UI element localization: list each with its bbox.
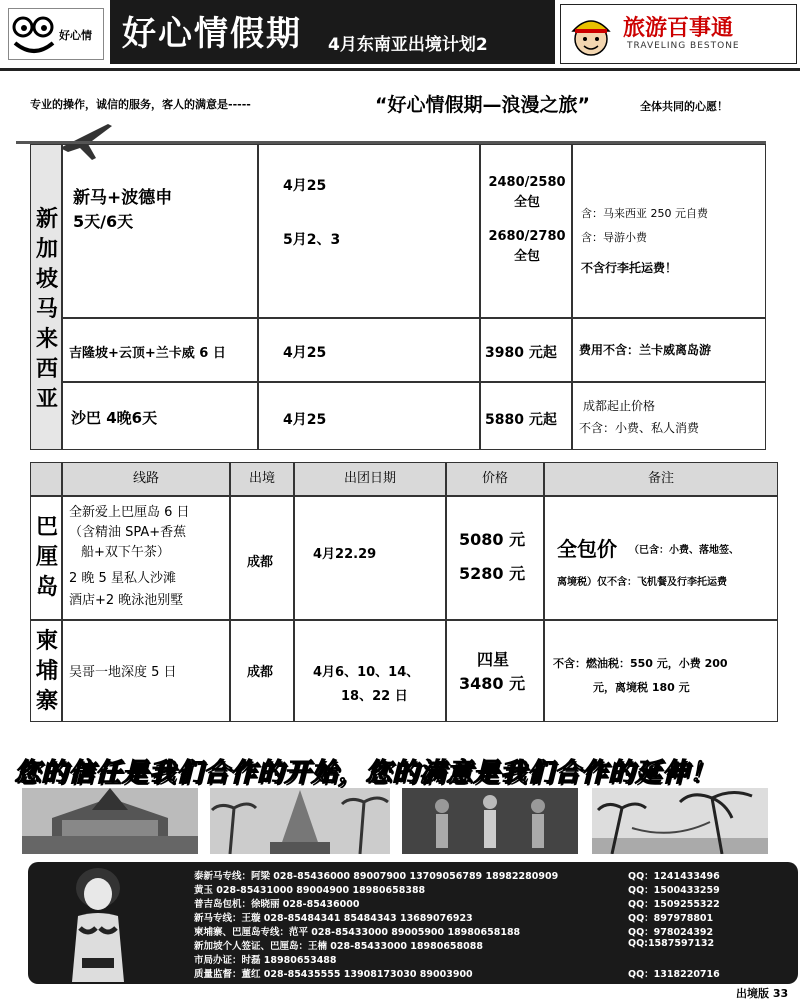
- sm-row3-price: 5880 元起: [485, 412, 557, 428]
- bali-price1: 5080 元: [459, 530, 526, 549]
- col-header-departure: 出境: [230, 462, 294, 496]
- cambodia-price-cell: [446, 620, 544, 722]
- sm-row1-route: 新马+波德申: [73, 188, 173, 208]
- bali-price2: 5280 元: [459, 564, 526, 583]
- pagoda-photo: [210, 788, 390, 854]
- sm-row1-date2: 5月2、3: [283, 232, 341, 248]
- page-subtitle: 4月东南亚出境计划2: [328, 35, 488, 55]
- slogan-quote: “好心情假期—浪漫之旅”: [375, 94, 590, 116]
- cambodia-note1: 不含：燃油税：550 元，小费 200: [553, 657, 728, 670]
- bali-route2: （含精油 SPA+香蕉: [69, 525, 187, 540]
- col-header-route: 线路: [62, 462, 230, 496]
- cambodia-price2: 3480 元: [459, 674, 526, 693]
- sm-row2-route-cell: [62, 318, 258, 382]
- sm-row1-price2-note: 全包: [513, 249, 540, 264]
- col-header-price: 价格: [446, 462, 544, 496]
- contact-line-2: 黄玉 028-85431000 89004900 18980658388: [194, 885, 426, 896]
- contact-line-7: 市局办证：时磊 18980653488: [194, 955, 337, 966]
- cambodia-note-cell: [544, 620, 778, 722]
- cambodia-departure-cell: [230, 620, 294, 722]
- contact-qq-5: QQ：978024392: [628, 927, 714, 938]
- sm-row1-route2: 5天/6天: [73, 212, 134, 231]
- sm-row3-price-cell: [480, 382, 572, 450]
- contact-line-4: 新马专线：王璇 028-85484341 85484343 13689076923: [194, 913, 473, 924]
- bali-departure: 成都: [247, 555, 274, 570]
- sm-row1-note3: 不含行李托运费！: [581, 261, 678, 275]
- bali-route3: 船+双下午茶）: [81, 545, 170, 560]
- cambodia-note2: 元，离境税 180 元: [593, 681, 690, 694]
- dancers-photo: [402, 788, 578, 854]
- bali-route-cell: [62, 496, 230, 620]
- sm-row2-date: 4月25: [283, 345, 327, 361]
- cambodia-date2: 18、22 日: [341, 689, 408, 704]
- header: [0, 0, 800, 71]
- bali-departure-cell: [230, 496, 294, 620]
- contact-qq-3: QQ：1509255322: [628, 899, 720, 910]
- contact-line-6: 新加坡个人签证、巴厘岛：王楠 028-85433000 18980658088: [194, 941, 483, 952]
- sm-row2-note: 费用不含：兰卡威离岛游: [579, 343, 712, 357]
- logo-text: 好心情: [59, 29, 92, 42]
- sm-row1-note1: 含：马来西亚 250 元自费: [581, 207, 708, 220]
- promo-banner: 您的信任是我们合作的开始，您的满意是我们合作的延伸！: [14, 758, 717, 788]
- bali-price-cell: [446, 496, 544, 620]
- col-header-notes: 备注: [544, 462, 778, 496]
- brand-name-cn: 旅游百事通: [623, 16, 734, 41]
- bali-route1: 全新爱上巴厘岛 6 日: [69, 505, 190, 520]
- cambodia-date-cell: [294, 620, 446, 722]
- cambodia-departure: 成都: [247, 665, 274, 680]
- contact-qq-8: QQ：1318220716: [628, 969, 720, 980]
- contact-qq-4: QQ：897978801: [628, 913, 714, 924]
- sm-row3-date: 4月25: [283, 412, 327, 428]
- sm-side-label-cell: [30, 144, 62, 450]
- cambodia-label: 柬埔寨: [35, 629, 58, 714]
- temple-photo: [22, 788, 198, 854]
- bali-date: 4月22.29: [313, 547, 377, 562]
- sm-row3-route: 沙巴 4晚6天: [71, 409, 158, 427]
- mascot-icon: [565, 9, 617, 59]
- sm-row2-price-cell: [480, 318, 572, 382]
- sm-row1-note2: 含：导游小费: [581, 231, 647, 244]
- col-header-date: 出团日期: [294, 462, 446, 496]
- bestone-logo: [560, 4, 797, 64]
- cambodia-route: 吴哥一地深度 5 日: [69, 665, 177, 680]
- sm-row3-date-cell: [258, 382, 480, 450]
- bali-note-b: 离境税）仅不含：飞机餐及行李托运费: [557, 577, 727, 588]
- sm-row3-note2: 不含：小费、私人消费: [579, 421, 700, 435]
- contact-line-1: 泰新马专线：阿梁 028-85436000 89007900 13709056789 18982280909: [194, 871, 559, 882]
- sm-row2-date-cell: [258, 318, 480, 382]
- cambodia-date1: 4月6、10、14、: [313, 665, 420, 680]
- sm-row2-note-cell: [572, 318, 766, 382]
- contact-line-3: 普吉岛包机：徐晓丽 028-85436000: [194, 899, 360, 910]
- page-number: 出境版 33: [736, 987, 789, 1000]
- sm-row3-note1: 成都起止价格: [583, 399, 656, 413]
- contact-qq-6: QQ:1587597132: [628, 938, 715, 949]
- page-title: 好心情假期: [122, 14, 302, 54]
- sm-row1-price1: 2480/2580: [488, 175, 566, 190]
- sm-row1-price1-note: 全包: [513, 195, 540, 210]
- bali-note-a: （已含：小费、落地签、: [629, 545, 739, 556]
- cambodia-label-cell: [30, 620, 62, 722]
- contact-line-5: 柬埔寨、巴厘岛专线：范平 028-85433000 89005900 18980658188: [194, 927, 521, 938]
- contact-footer: [28, 862, 798, 984]
- beach-photo: [592, 788, 768, 854]
- sm-row3-route-cell: [62, 382, 258, 450]
- bali-label: 巴厘岛: [35, 515, 58, 600]
- bali-date-cell: [294, 496, 446, 620]
- sm-row1-price-cell: [480, 144, 572, 318]
- contact-qq-2: QQ：1500433259: [628, 885, 720, 896]
- sm-row2-route: 吉隆坡+云顶+兰卡威 6 日: [69, 346, 226, 361]
- bali-route4: 2 晚 5 星私人沙滩: [69, 571, 176, 586]
- bali-route5: 酒店+2 晚泳池别墅: [69, 593, 184, 608]
- sm-row1-date-cell: [258, 144, 480, 318]
- table2-corner: [30, 462, 62, 496]
- bali-note-cell: [544, 496, 778, 620]
- slogan-lead: 专业的操作，诚信的服务，客人的满意是-----: [30, 98, 251, 111]
- sm-row1-price2: 2680/2780: [488, 229, 566, 244]
- sm-row1-route-cell: [62, 144, 258, 318]
- bali-label-cell: [30, 496, 62, 620]
- sm-row2-price: 3980 元起: [485, 345, 557, 361]
- haoxinqing-logo: [8, 8, 104, 60]
- sm-row1-note-cell: [572, 144, 766, 318]
- bali-note-big: 全包价: [557, 537, 617, 561]
- slogan-tail: 全体共同的心愿！: [640, 100, 728, 113]
- cambodia-price1: 四星: [477, 650, 510, 669]
- brand-name-en: TRAVELING BESTONE: [627, 41, 740, 51]
- sm-side-label: 新加坡马来西亚: [35, 207, 58, 412]
- cambodia-route-cell: [62, 620, 230, 722]
- contact-line-8: 质量监督：董红 028-85435555 13908173030 89003900: [194, 969, 473, 980]
- sm-row3-note-cell: [572, 382, 766, 450]
- sm-row1-date1: 4月25: [283, 178, 327, 194]
- model-illustration: [38, 866, 158, 982]
- title-bar: [110, 0, 555, 64]
- contact-qq-1: QQ：1241433496: [628, 871, 720, 882]
